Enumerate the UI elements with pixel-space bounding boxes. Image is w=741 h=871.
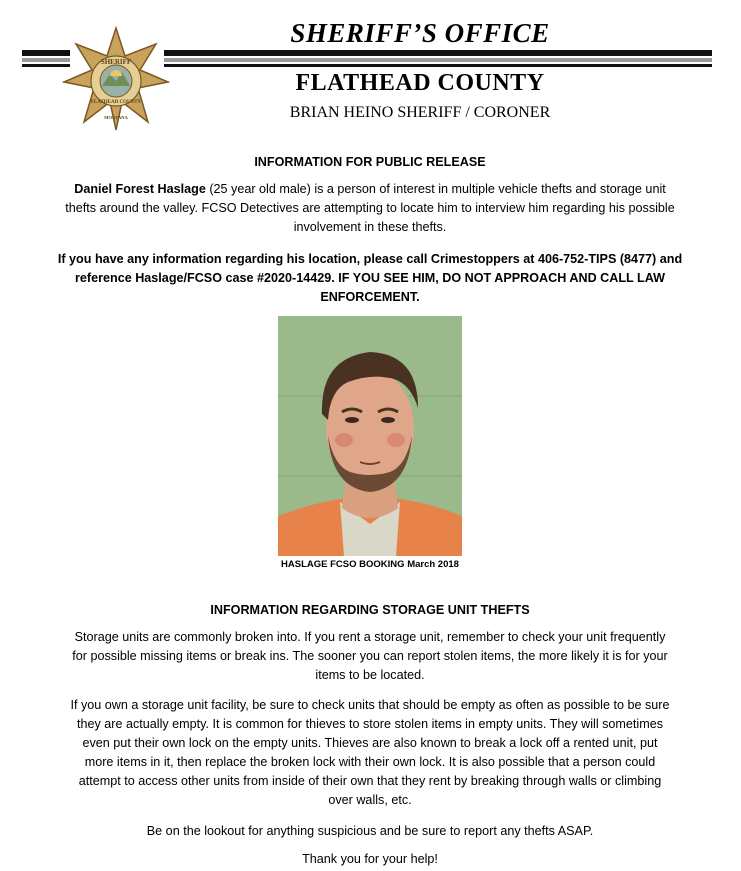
storage-paragraph-1 [20,628,720,685]
sheriff-badge-logo [62,26,170,132]
release-p1-line-1 [20,180,720,199]
storage-p1-line-3: items to be located. [315,668,425,682]
header-band-right-black [164,50,712,56]
booking-photo-image [278,316,462,556]
release-p1-line-2: thefts around the valley. FCSO Detectives are attempting to locate him to interview him regarding his possible [65,201,675,215]
storage-paragraph-3: Be on the lookout for anything suspicious and be sure to report any thefts ASAP. [146,824,594,838]
badge-top-text: SHERIFF [100,58,132,66]
storage-p2-line-3: even put their own lock on the empty units. Thieves are also known to break a lock off a rented unit, put [82,736,658,750]
storage-p2-line-1: If you own a storage unit facility, be sure to check units that should be empty as often as possible to be sure [70,698,670,712]
badge-state-text: MONTANA [104,115,128,120]
storage-p1-line-1: Storage units are commonly broken into. If you rent a storage unit, remember to check your unit frequently [74,630,666,644]
release-p1-line-3: involvement in these thefts. [293,220,447,234]
release-paragraph-2 [20,250,720,307]
county-name: FLATHEAD COUNTY [295,70,545,96]
sheriff-name: BRIAN HEINO SHERIFF / CORONER [289,104,551,121]
storage-paragraph-2 [20,696,720,810]
badge-bottom-text: FLATHEAD COUNTY [90,100,142,105]
release-heading: INFORMATION FOR PUBLIC RELEASE [254,155,486,169]
suspect-name: Daniel Forest Haslage [74,182,206,196]
release-p2-line-1: If you have any information regarding his location, please call Crimestoppers at 406-752-TIPS (8477) and [57,252,683,266]
storage-p2-line-4: more items in it, then replace the broken lock with their own lock. It is also possible that a person could [84,755,656,769]
booking-photo [278,316,462,556]
release-p1-line-1-text: (25 year old male) is a person of interest in multiple vehicle thefts and storage unit [205,182,666,196]
header-band-right-gray [164,58,712,62]
storage-p1-line-2: for possible missing items or break ins. The sooner you can report stolen items, the more likely it is for your [72,649,668,663]
release-p2-line-3: ENFORCEMENT. [320,290,420,304]
office-title: SHERIFF’S OFFICE [290,18,550,48]
storage-p2-line-6: over walls, etc. [328,793,412,807]
storage-p2-line-5: attempt to access other units from inside of their own that they rent by breaking through walls or climbing [78,774,662,788]
storage-p2-line-2: they are actually empty. It is common for thieves to store stolen items in empty units. They will sometimes [76,717,664,731]
storage-heading: INFORMATION REGARDING STORAGE UNIT THEFTS [210,603,530,617]
release-paragraph-1 [20,180,720,237]
header-band-right-black-2 [164,64,712,67]
photo-caption: HASLAGE FCSO BOOKING March 2018 [281,559,459,570]
closing-thanks: Thank you for your help! [302,852,438,866]
release-p2-line-2: reference Haslage/FCSO case #2020-14429. IF YOU SEE HIM, DO NOT APPROACH AND CALL LAW [75,271,665,285]
